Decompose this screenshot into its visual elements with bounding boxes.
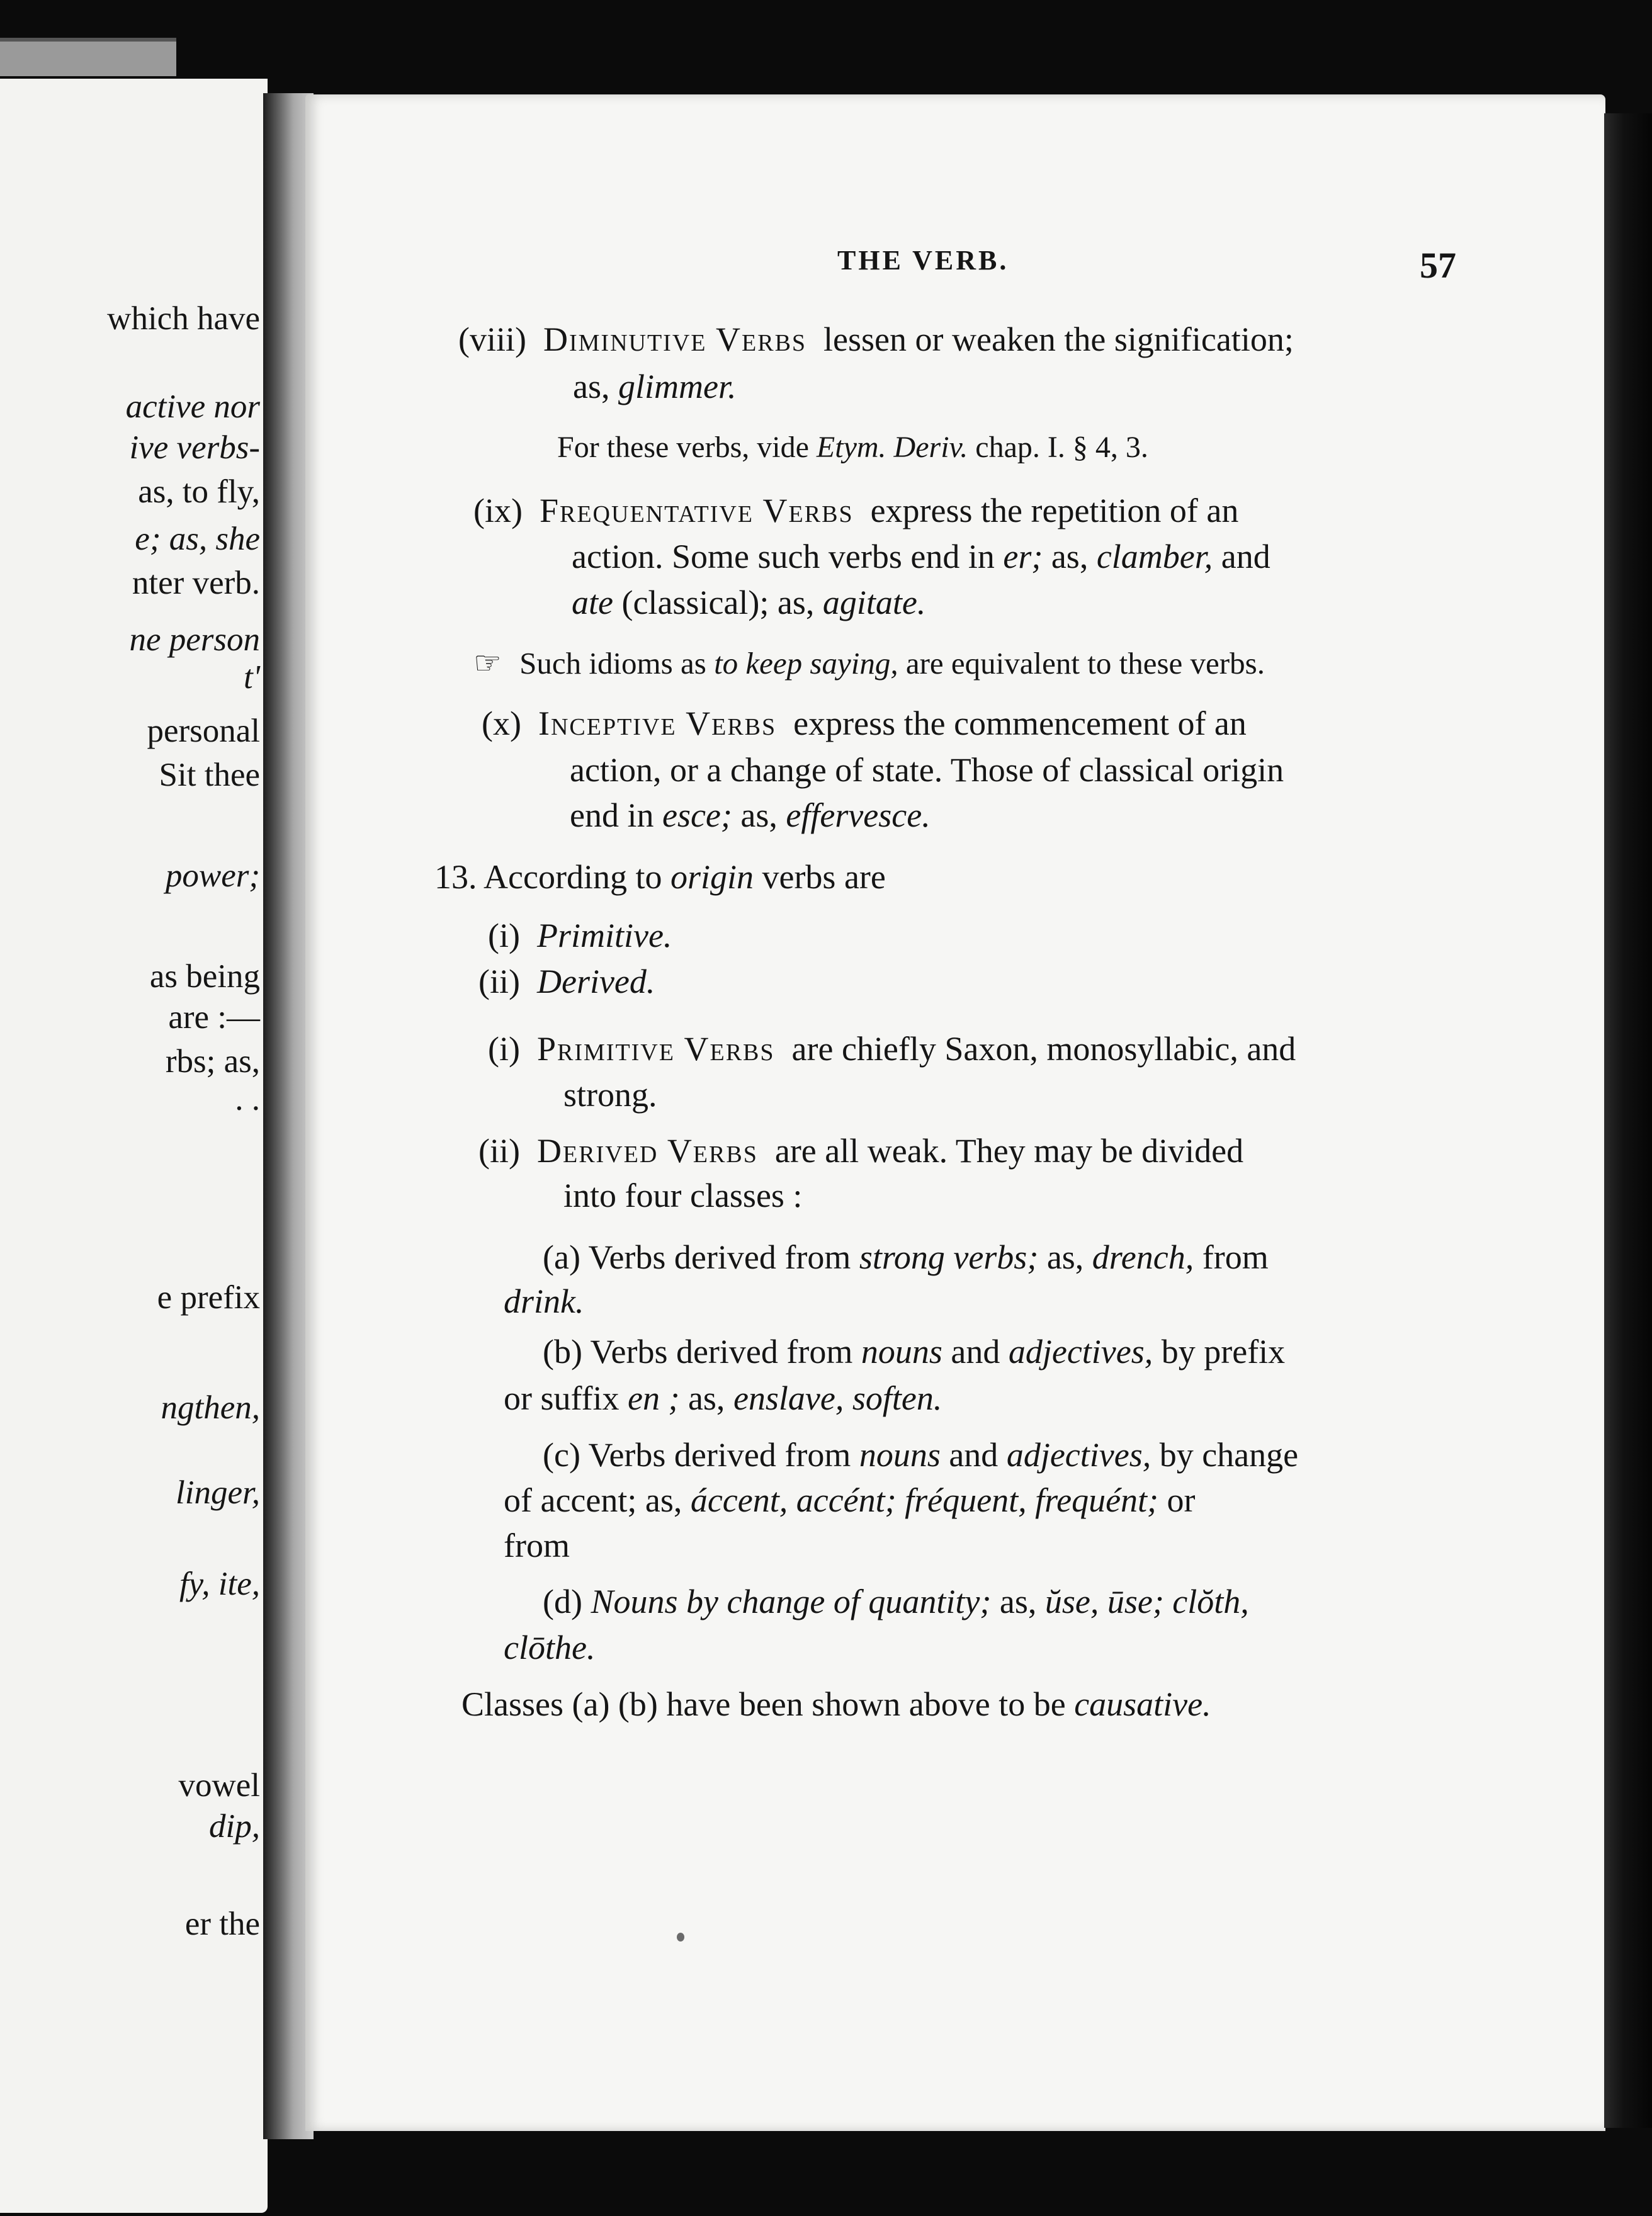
primitive-line1 xyxy=(488,1029,1296,1068)
text: action. Some such verbs end in xyxy=(572,538,995,575)
example: frequént; xyxy=(1035,1481,1159,1519)
fragment-text: e prefix xyxy=(157,1279,260,1316)
fragment-text: Sit thee xyxy=(159,757,260,793)
text: For these verbs, vide xyxy=(557,431,809,464)
text: and xyxy=(949,1436,999,1474)
section-viii-line2 xyxy=(573,367,736,406)
text: express the repetition of an xyxy=(870,492,1239,529)
term: Derived Verbs xyxy=(536,1132,758,1170)
list-number: (ii) xyxy=(478,963,520,1000)
section-number: (viii) xyxy=(458,320,526,358)
emphasis: adjectives, xyxy=(1008,1333,1153,1371)
class-b-line2 xyxy=(504,1379,942,1418)
item-13 xyxy=(434,857,886,896)
left-page-fragment xyxy=(0,623,268,657)
list-item xyxy=(488,916,672,955)
text: from xyxy=(1202,1238,1269,1276)
fragment-text: . . xyxy=(235,1081,260,1117)
text: Such idioms as xyxy=(519,646,706,681)
text: and xyxy=(1221,538,1270,575)
emphasis: nouns xyxy=(859,1436,941,1474)
fragment-text: e; as, she xyxy=(135,521,260,557)
example: drench, xyxy=(1092,1238,1194,1276)
text: (d) xyxy=(543,1583,582,1620)
fragment-text: power; xyxy=(165,857,260,894)
text: are chiefly Saxon, monosyllabic, and xyxy=(791,1030,1296,1068)
section-x-line2: action, or a change of state. Those of classical origin xyxy=(570,751,1284,789)
text: by prefix xyxy=(1161,1333,1286,1371)
left-page-fragment xyxy=(0,661,268,694)
example: fréquent, xyxy=(905,1481,1027,1519)
example: ŭse, ūse; clŏth, xyxy=(1044,1583,1249,1620)
primitive-line2: strong. xyxy=(563,1076,657,1114)
class-b-line1 xyxy=(543,1332,1285,1371)
text: of accent; as, xyxy=(504,1481,682,1519)
emphasis: nouns xyxy=(861,1333,942,1371)
text: (b) Verbs derived from xyxy=(543,1333,853,1371)
example: agitate. xyxy=(822,584,926,621)
text: as, xyxy=(1046,1238,1084,1276)
text: as, xyxy=(687,1379,725,1417)
suffix: er; xyxy=(1003,538,1043,575)
derived-line1 xyxy=(478,1131,1243,1170)
text: end in xyxy=(570,796,654,834)
section-ix-line1 xyxy=(473,491,1238,530)
example: effervesce. xyxy=(786,796,931,834)
ink-speck xyxy=(677,1933,684,1942)
text: lessen or weaken the signification; xyxy=(823,320,1294,358)
note-ix xyxy=(473,645,1265,682)
left-page-fragment xyxy=(0,715,268,748)
emphasis: adjectives, xyxy=(1006,1436,1151,1474)
emphasis: causative. xyxy=(1074,1685,1211,1723)
left-page-fragment xyxy=(0,523,268,556)
suffix: en ; xyxy=(628,1379,680,1417)
left-page-fragment xyxy=(0,1769,268,1802)
section-ix-line2 xyxy=(572,537,1270,576)
text: by change xyxy=(1159,1436,1299,1474)
term: Frequentative Verbs xyxy=(539,492,854,529)
item-number: 13. xyxy=(434,858,477,896)
class-c-line2 xyxy=(504,1481,1196,1520)
text: Classes (a) (b) have been shown above to be xyxy=(461,1685,1066,1723)
left-page-fragment xyxy=(0,390,268,424)
fragment-text: rbs; as, xyxy=(165,1043,260,1080)
text: (classical); as, xyxy=(621,584,815,621)
list-label: Primitive. xyxy=(536,917,672,954)
text: chap. I. § 4, 3. xyxy=(975,431,1148,464)
term: Primitive Verbs xyxy=(536,1030,775,1068)
left-page-fragment xyxy=(0,475,268,509)
derived-line2: into four classes : xyxy=(563,1177,803,1214)
list-number: (i) xyxy=(488,917,520,954)
example: enslave, soften. xyxy=(733,1379,942,1417)
example: accént; xyxy=(796,1481,897,1519)
left-page-fragment xyxy=(0,759,268,792)
running-header: THE VERB. xyxy=(837,245,1009,276)
page-edge-shadow xyxy=(1604,113,1652,2128)
class-d-line2 xyxy=(504,1628,595,1667)
section-x-line1 xyxy=(482,704,1247,743)
list-item xyxy=(478,962,655,1001)
section-viii-line1 xyxy=(458,320,1294,359)
list-label: Derived. xyxy=(536,963,655,1000)
left-page-fragment xyxy=(0,1045,268,1078)
example: drink. xyxy=(504,1282,584,1320)
left-page-fragment xyxy=(0,1908,268,1941)
left-page-fragment xyxy=(0,431,268,465)
class-c-line3: from xyxy=(504,1527,570,1564)
section-number: (ix) xyxy=(473,492,523,529)
left-page-fragment xyxy=(0,1281,268,1314)
fragment-text: which have xyxy=(107,300,260,337)
class-c-line1 xyxy=(543,1435,1298,1474)
text: express the commencement of an xyxy=(793,704,1247,742)
reference: Etym. Deriv. xyxy=(816,431,968,464)
term: Diminutive Verbs xyxy=(543,320,807,358)
fragment-text: vowel xyxy=(178,1767,260,1804)
class-a-line1 xyxy=(543,1238,1269,1277)
text: or xyxy=(1167,1481,1196,1519)
fragment-text: linger, xyxy=(176,1474,260,1511)
text: as, xyxy=(1051,538,1089,575)
suffix: esce; xyxy=(662,796,732,834)
text: as, xyxy=(999,1583,1037,1620)
fragment-text: dip, xyxy=(209,1808,260,1845)
text: as, xyxy=(573,368,610,405)
fragment-text: active nor xyxy=(125,388,260,425)
section-x-line3 xyxy=(570,796,931,835)
left-page-fragment xyxy=(0,960,268,993)
left-page-fragment xyxy=(0,1810,268,1843)
fragment-text: are :— xyxy=(168,999,260,1036)
example: to keep saying, xyxy=(714,646,898,681)
left-page-fragment xyxy=(0,302,268,336)
term: Inceptive Verbs xyxy=(538,704,777,742)
left-page-fragment xyxy=(0,567,268,600)
text: (a) Verbs derived from xyxy=(543,1238,851,1276)
closing-line xyxy=(461,1685,1211,1724)
fragment-text: personal xyxy=(147,713,260,749)
left-page-fragment xyxy=(0,1568,268,1601)
text: are all weak. They may be divided xyxy=(774,1132,1244,1170)
left-page-fragment xyxy=(0,1476,268,1510)
left-page xyxy=(0,79,268,2213)
left-page-fragment xyxy=(0,1391,268,1425)
text: (c) Verbs derived from xyxy=(543,1436,851,1474)
class-a-line2 xyxy=(504,1282,584,1321)
section-number: (i) xyxy=(488,1030,520,1068)
text: as, xyxy=(740,796,778,834)
right-page xyxy=(305,94,1605,2131)
emphasis: Nouns by change of quantity; xyxy=(591,1583,992,1620)
class-d-line1 xyxy=(543,1582,1249,1621)
fragment-text: ive verbs- xyxy=(129,429,260,466)
text: or suffix xyxy=(504,1379,620,1417)
left-page-top-strip xyxy=(0,38,176,76)
left-page-fragment xyxy=(0,859,268,893)
text: verbs are xyxy=(762,858,886,896)
fragment-text: nter verb. xyxy=(132,565,260,601)
text: and xyxy=(951,1333,1000,1371)
page-number: 57 xyxy=(1420,245,1456,286)
example: clōthe. xyxy=(504,1629,596,1666)
text: According to xyxy=(484,858,662,896)
suffix: ate xyxy=(572,584,613,621)
fragment-text: ngthen, xyxy=(161,1389,260,1426)
fragment-text: as being xyxy=(149,958,260,995)
note-viii xyxy=(557,430,1148,465)
example: clamber, xyxy=(1096,538,1213,575)
left-page-fragment xyxy=(0,1001,268,1034)
section-number: (x) xyxy=(482,704,521,742)
left-page-fragment xyxy=(0,1083,268,1116)
example: áccent, xyxy=(690,1481,788,1519)
fragment-text: as, to fly, xyxy=(138,473,260,510)
fragment-text: t' xyxy=(243,659,260,696)
section-number: (ii) xyxy=(478,1132,520,1170)
section-ix-line3 xyxy=(572,583,925,622)
fragment-text: ne person xyxy=(129,621,260,658)
pointing-hand-icon: ☞ xyxy=(473,645,502,681)
text: are equivalent to these verbs. xyxy=(905,646,1265,681)
fragment-text: er the xyxy=(184,1906,260,1942)
example: glimmer. xyxy=(618,368,737,405)
emphasis: strong verbs; xyxy=(859,1238,1039,1276)
emphasis: origin xyxy=(670,858,754,896)
fragment-text: fy, ite, xyxy=(179,1566,260,1602)
